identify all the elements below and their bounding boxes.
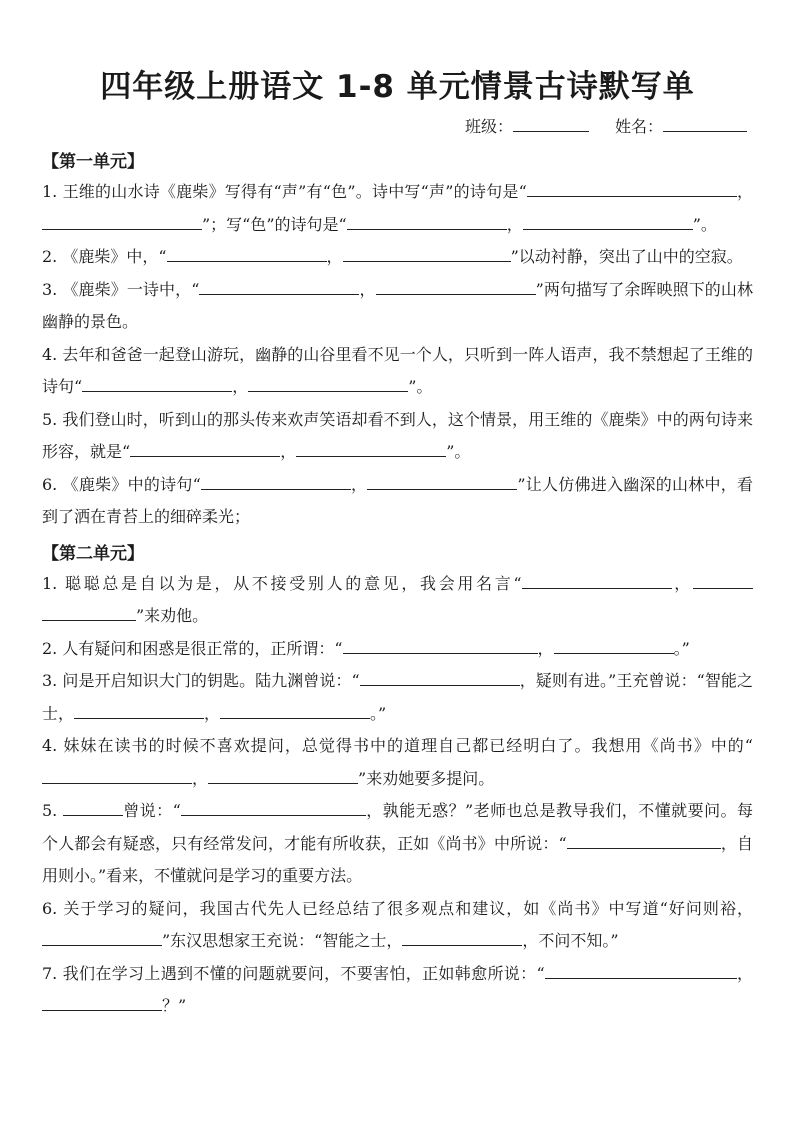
answer-blank[interactable] [296,436,446,457]
question-text: ， [736,182,753,201]
question-2-4 [42,730,753,795]
question-1-2 [42,241,753,274]
question-text: 。” [673,638,690,658]
answer-blank[interactable] [208,763,358,784]
answer-blank[interactable] [181,795,366,816]
question-1-5 [42,404,753,469]
question-text: 2. 《鹿柴》中，“ [42,247,167,266]
question-text: 。” [370,703,387,723]
question-text: ， [359,279,376,299]
answer-blank[interactable] [82,371,232,392]
question-text: ”让人仿佛进入幽深的山林中，看到了洒在青苔上的细碎柔光； [42,474,753,526]
question-text: ”东汉思想家王充说：“智能之士， [162,931,403,950]
answer-blank[interactable] [554,633,674,654]
answer-blank[interactable] [665,958,737,979]
question-text: 6. 关于学习的疑问，我国古代先人已经总结了很多观点和建议，如《尚书》中写道“好问则裕， [42,898,753,918]
question-text: ，不问不知。” [522,931,619,950]
question-text: 2. 人有疑问和困惑是很正常的，正所谓：“ [42,638,343,658]
answer-blank[interactable] [523,209,633,230]
question-text: 4. 妹妹在读书的时候不喜欢提问，总觉得书中的道理自己都已经明白了。我想用《尚书》中的“ [42,736,753,755]
question-1-3 [42,274,753,339]
answer-blank[interactable] [130,436,280,457]
question-text: ， [232,377,249,396]
question-text: ， [537,638,554,658]
question-2-5 [42,795,753,893]
question-text: ”。 [408,377,433,396]
answer-blank[interactable] [677,176,737,197]
question-text: ”两句描写了余晖映照下的山林幽静的景色。 [42,279,753,331]
answer-blank[interactable] [360,665,520,686]
answer-blank[interactable] [167,241,327,262]
question-text: 1. 聪聪总是自以为是，从不接受别人的意见，我会用名言“ [42,573,522,593]
answer-blank[interactable] [42,925,162,946]
answer-blank[interactable] [42,209,202,230]
answer-blank[interactable] [42,990,162,1011]
question-text: ， [192,768,209,788]
answer-blank[interactable] [402,925,522,946]
question-2-7 [42,958,753,1023]
answer-blank[interactable] [376,274,536,295]
name-blank[interactable] [663,113,747,132]
question-1-4 [42,339,753,404]
answer-blank[interactable] [343,241,511,262]
question-text: 3. 问是开启知识大门的钥匙。陆九渊曾说：“ [42,671,360,690]
question-2-1 [42,568,753,633]
question-1-6 [42,469,753,534]
question-text: 5. 我们登山时，听到山的那头传来欢声笑语却看不到人，这个情景，用王维的《鹿柴》中的两句诗来形容，就是“ [42,409,753,461]
section-title-unit-1: 【第一单元】 [42,152,144,172]
question-text: ”来劝她要多提问。 [358,768,495,788]
answer-blank[interactable] [199,274,359,295]
answer-blank[interactable] [343,633,538,654]
question-text: ”。 [446,442,471,461]
name-label: 姓名： [614,117,663,136]
question-text: ”；写“色”的诗句是“ [202,214,347,234]
question-text: 1. 王维的山水诗《鹿柴》写得有“声”有“色”。诗中写“声”的诗句是“ [42,182,527,201]
name-field [615,112,747,142]
page-title: 四年级上册语文 1-8 单元情景古诗默写单 [100,69,695,105]
question-text: ， [671,573,693,593]
question-2-6 [42,893,753,958]
answer-blank[interactable] [248,371,408,392]
question-text: ， [326,247,343,266]
question-text: ， [350,474,368,494]
question-text: ？” [162,996,187,1015]
question-text: 7. 我们在学习上遇到不懂的问题就要问，不要害怕，正如韩愈所说：“ [42,963,545,983]
question-text: ”。 [692,214,717,234]
answer-blank[interactable] [633,209,693,230]
question-text: ， [736,963,753,983]
answer-blank[interactable] [347,209,507,230]
class-label: 班级： [464,117,513,136]
answer-blank[interactable] [627,828,721,849]
question-1-1 [42,176,753,241]
answer-blank[interactable] [527,176,677,197]
student-info [42,112,753,142]
question-text: ，疑则有进。”王充曾说：“智能之士， [42,671,753,723]
question-2-2 [42,633,753,666]
class-blank[interactable] [513,113,589,132]
answer-blank[interactable] [220,698,370,719]
question-text: ，自用则小。”看来，不懂就问是学习的重要方法。 [42,833,753,885]
answer-blank[interactable] [201,469,351,490]
answer-blank[interactable] [522,568,672,589]
question-text: ， [204,703,221,723]
answer-blank[interactable] [42,600,136,621]
answer-blank[interactable] [63,795,123,816]
question-text: 5. [42,801,63,820]
section-title-unit-2: 【第二单元】 [42,543,144,564]
question-2-3 [42,665,753,730]
question-text: 6. 《鹿柴》中的诗句“ [42,474,201,494]
answer-blank[interactable] [367,469,517,490]
answer-blank[interactable] [545,958,665,979]
question-text: ，孰能无惑？”老师也总是教导我们，不懂就要问。每个人都会有疑惑，只有经常发问，才能有所收获，正如《尚书》中所说：“ [42,801,753,853]
class-field [465,112,589,142]
answer-blank[interactable] [567,828,627,849]
question-text: ”以动衬静，突出了山中的空寂。 [510,247,743,266]
question-text: 4. 去年和爸爸一起登山游玩，幽静的山谷里看不见一个人，只听到一阵人语声，我不禁想起了王维的诗句“ [42,344,753,396]
question-text: 3. 《鹿柴》一诗中，“ [42,279,200,299]
question-text: 曾说：“ [122,801,181,820]
answer-blank[interactable] [74,698,204,719]
question-text: ”来劝他。 [136,606,209,625]
answer-blank[interactable] [42,763,192,784]
answer-blank[interactable] [693,568,753,589]
question-text: ， [280,442,297,461]
question-text: ， [506,214,523,234]
